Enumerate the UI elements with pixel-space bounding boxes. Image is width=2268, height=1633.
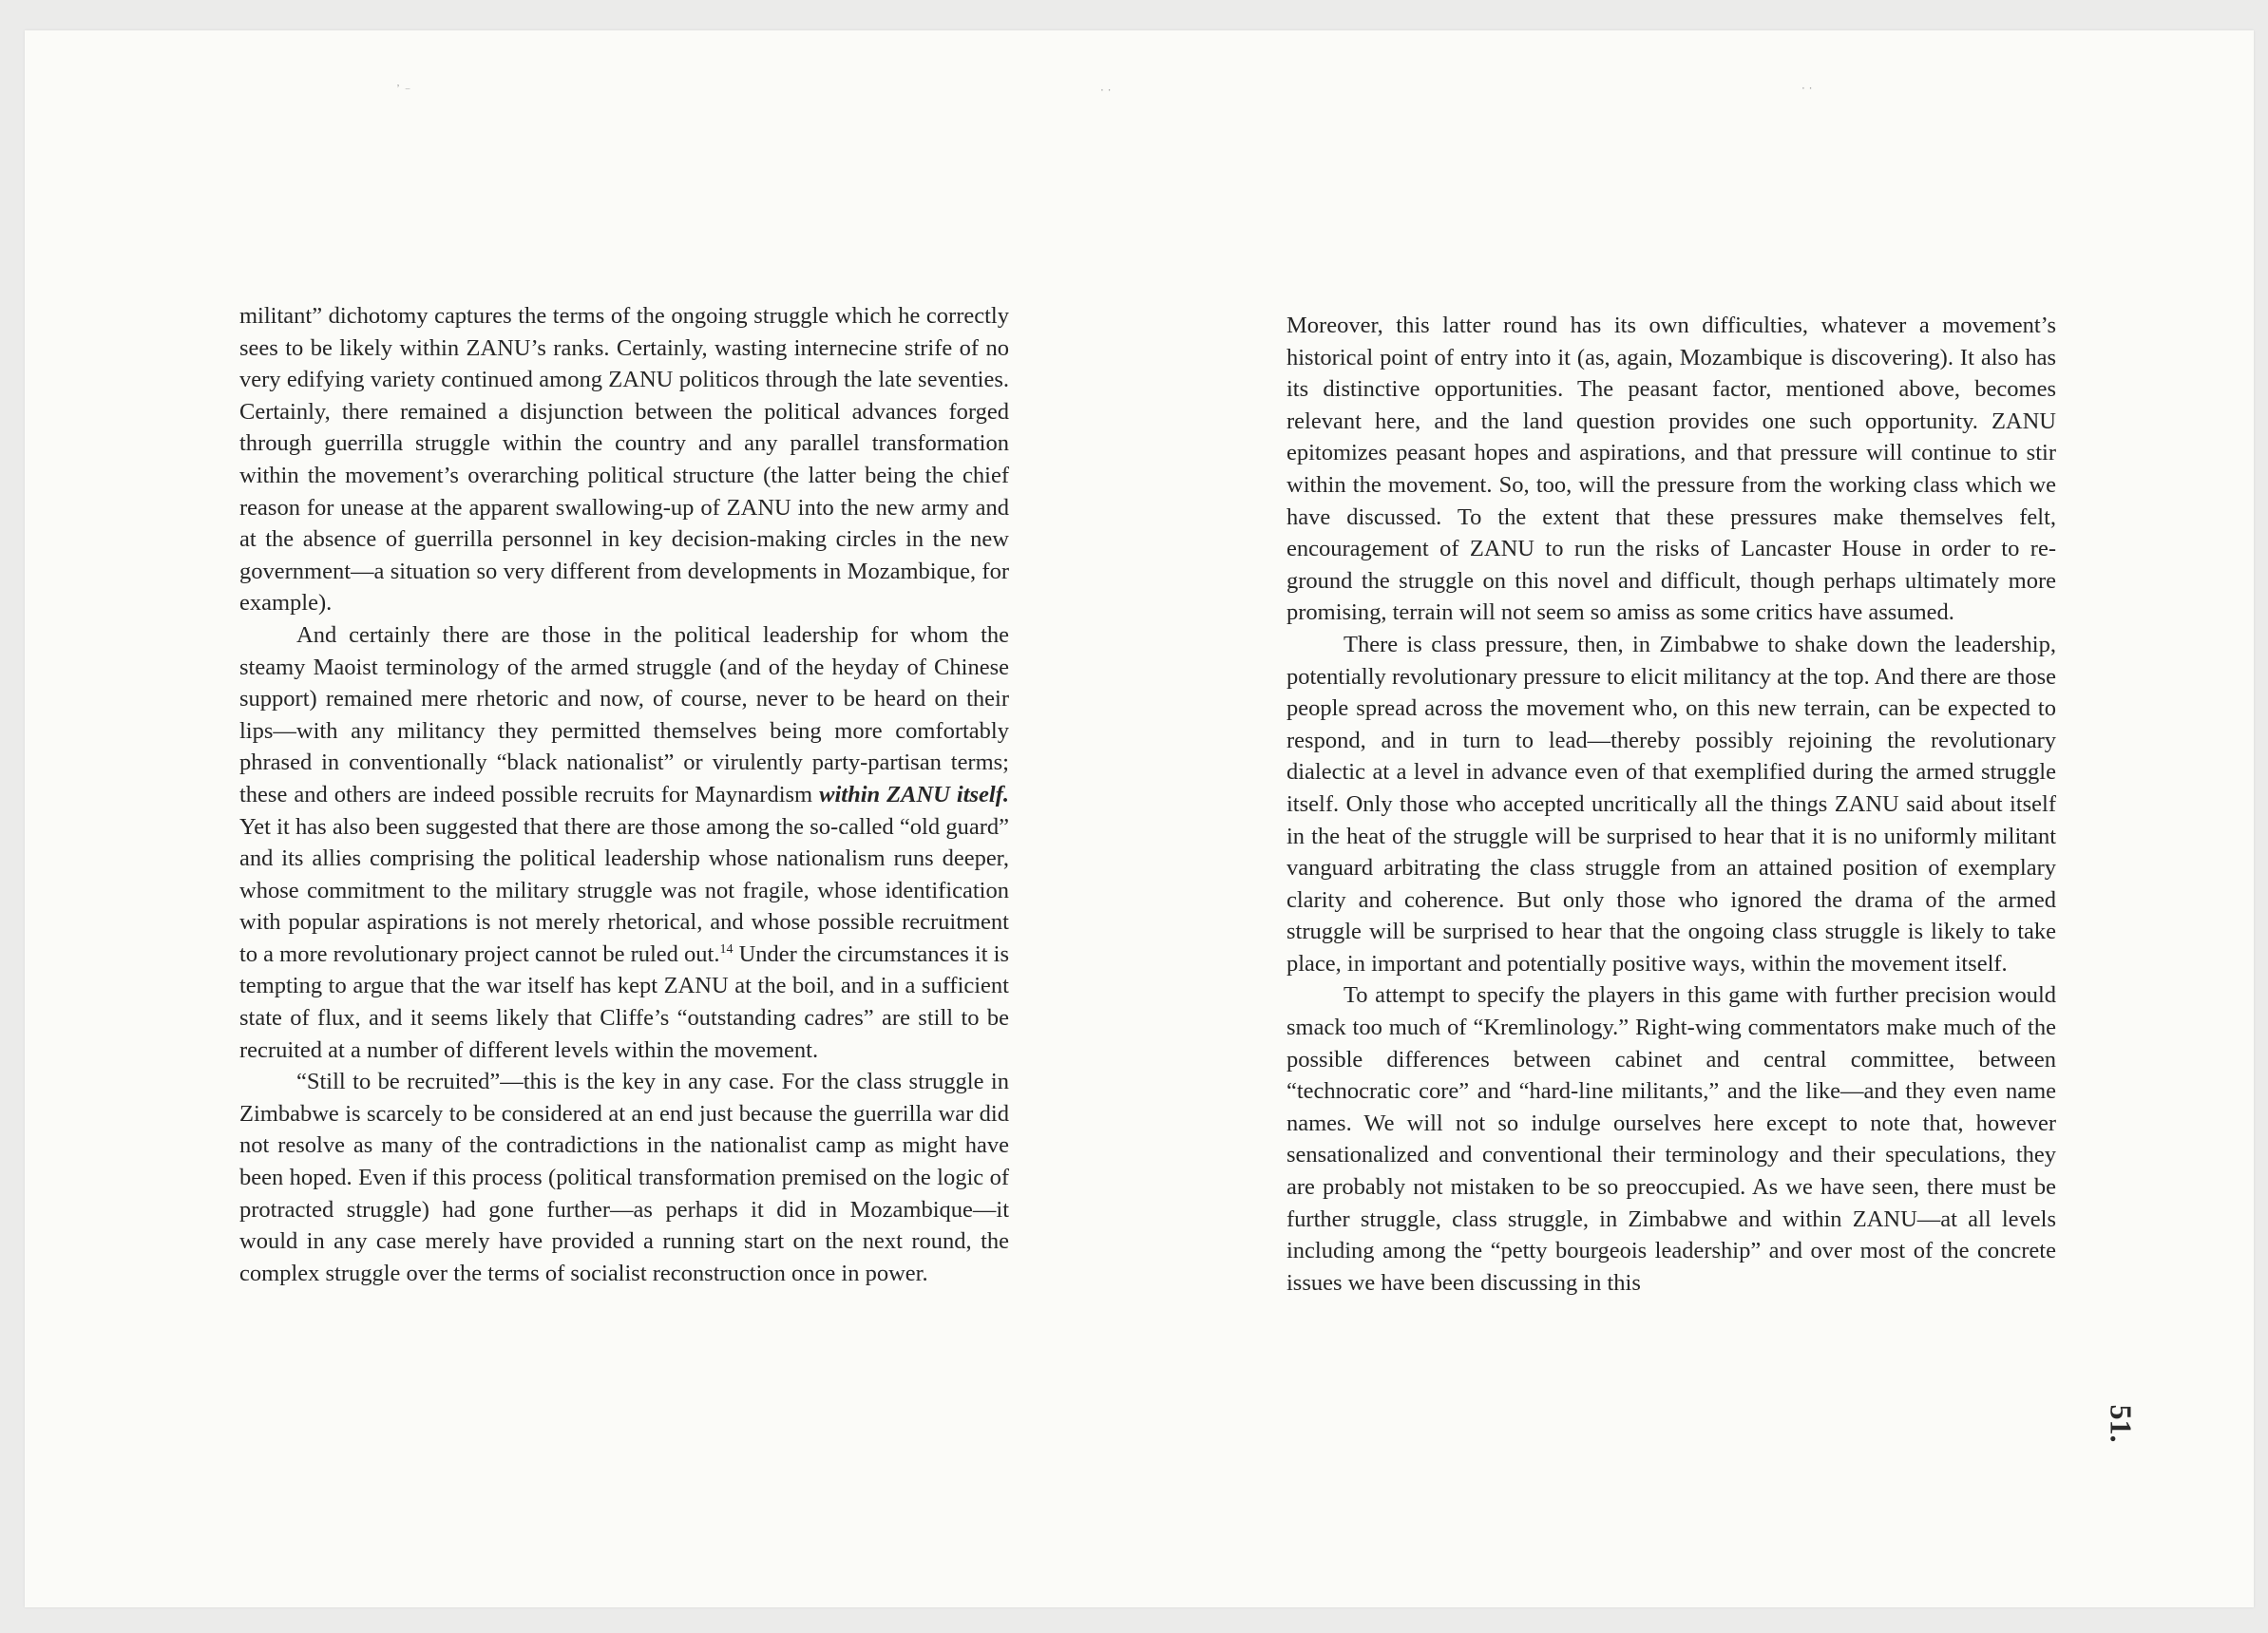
scanned-page xyxy=(25,30,2254,1607)
scan-speck: · · xyxy=(1100,84,1112,97)
left-text-column xyxy=(239,300,1009,1289)
emphasis-within-zanu: within ZANU itself. xyxy=(819,781,1010,807)
scan-speck: ᾿ ⁻ xyxy=(395,84,411,97)
right-paragraph-3: To attempt to specify the players in this game with further precision would smack too much of “Kremlinology.” Right-wing commentators make much of the possible differences between cabinet and central committee, between “technocratic core” and “hard-line militants,” and the like—and they even name names. We will not so indulge ourselves here except to note that, however sensationalized and conventional their terminology and their speculations, they are probably not mistaken to be so preoccupied. As we have seen, there must be further struggle, class struggle, in Zimbabwe and within ZANU—at all levels including among the “petty bourgeois leadership” and over most of the concrete issues we have been discussing in this xyxy=(1286,982,2056,1296)
left-paragraph-3: “Still to be recruited”—this is the key in any case. For the class struggle in Zimbabwe is scarcely to be considered at an end just because the guerrilla war did not resolve as many of the contradictions in the nationalist camp as might have been hoped. Even if this process (political transformation premised on the logic of protracted struggle) had gone further—as perhaps it did in Mozambique—it would in any case merely have provided a running start on the next round, the complex struggle over the terms of socialist reconstruction once in power. xyxy=(239,1069,1009,1286)
right-paragraph-1: Moreover, this latter round has its own difficulties, whatever a movement’s historical point of entry into it (as, again, Mozambique is discovering). It also has its distinctive opportunities. The peasant factor, mentioned above, becomes relevant here, and the land question provides one such opportunity. ZANU epitomizes peasant hopes and aspirations, and that pressure will continue to stir within the movement. So, too, will the pressure from the working class which we have discussed. To the extent that these pressures make themselves felt, encouragement of ZANU to run the risks of Lancaster House in order to re-ground the struggle on this novel and difficult, though perhaps ultimately more promising, terrain will not seem so amiss as some critics have assumed. xyxy=(1286,313,2056,626)
scan-speck: · · xyxy=(1801,82,1813,95)
left-paragraph-2-text-b: Yet it has also been suggested that there are those among the so-called “old guard” and its allies comprising the political leadership whose nationalism runs deeper, whose commitment to the military struggle was not fragile, whose identification with popular aspirations is not merely rhetorical, and whose possible recruitment to a more revolutionary project cannot be ruled out. xyxy=(239,813,1009,967)
footnote-marker[interactable]: 14 xyxy=(719,941,734,957)
right-paragraph-2: There is class pressure, then, in Zimbabwe to shake down the leadership, potentially revolutionary pressure to elicit militancy at the top. And there are those people spread across the movement who, on this new terrain, can be expected to respond, and in turn to lead—thereby possibly rejoining the revolutionary dialectic at a level in advance even of that exemplified during the armed struggle itself. Only those who accepted uncritically all the things ZANU said about itself in the heat of the struggle will be surprised to hear that it is no uniformly militant vanguard arbitrating the class struggle from an attained position of exemplary clarity and coherence. But only those who ignored the drama of the armed struggle will be surprised to hear that the ongoing class struggle is likely to take place, in important and potentially positive ways, within the movement itself. xyxy=(1286,631,2056,977)
page-number: 51. xyxy=(2104,1404,2139,1443)
left-paragraph-1: militant” dichotomy captures the terms of the ongoing struggle which he correctly sees to be likely within ZANU’s ranks. Certainly, wasting internecine strife of no very edifying variety continued among ZANU politicos through the late seventies. Certainly, there remained a disjunction between the political advances forged through guerrilla struggle within the country and any parallel transformation within the movement’s overarching political structure (the latter being the chief reason for unease at the apparent swallowing-up of ZANU into the new army and at the absence of guerrilla personnel in key decision-making circles in the new government—a situation so very different from developments in Mozambique, for example). xyxy=(239,303,1009,617)
left-paragraph-2-text-a: And certainly there are those in the political leadership for whom the steamy Maoist terminology of the armed struggle (and of the heyday of Chinese support) remained mere rhetoric and now, of course, never to be heard on their lips—with any militancy they permitted themselves being more comfortably phrased in conventionally “black nationalist” or virulently party-partisan terms; these and others are indeed possible recruits for Maynardism xyxy=(239,621,1009,807)
left-paragraph-2 xyxy=(239,619,1009,1066)
right-text-column xyxy=(1286,310,2056,1299)
left-paragraph-2-text-c: Under the circumstances it is tempting to argue that the war itself has kept ZANU at the boil, and in a sufficient state of flux, and it seems likely that Cliffe’s “outstanding cadres” are still to be recruited at a number of different levels within the movement. xyxy=(239,940,1009,1063)
